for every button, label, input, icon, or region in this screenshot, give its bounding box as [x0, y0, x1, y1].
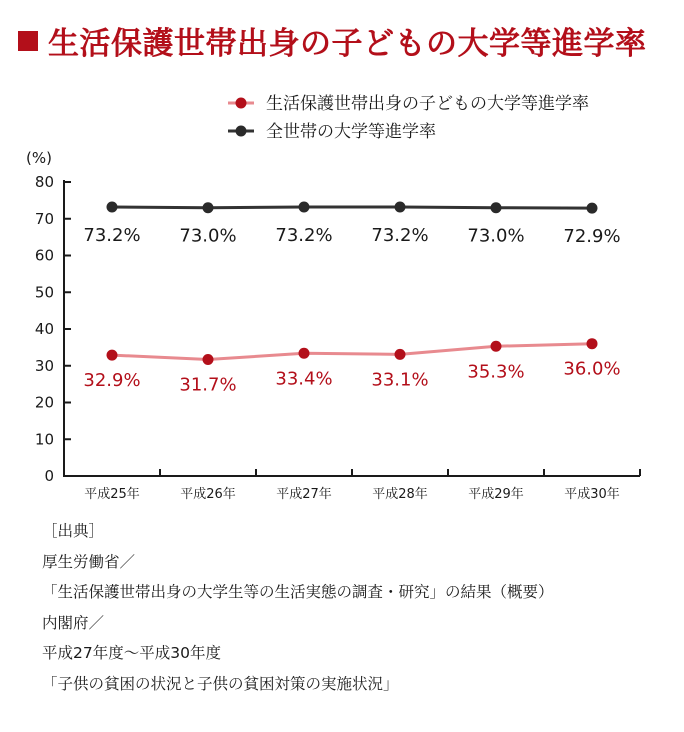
- y-tick-label-50: 50: [34, 283, 54, 302]
- series-1-point-4: [395, 349, 406, 360]
- source-section: [42, 516, 662, 699]
- series-2-data-label-5: 73.0%: [467, 225, 525, 247]
- y-tick-label-80: 80: [34, 173, 54, 191]
- series-1-data-label-3: 33.4%: [275, 368, 333, 390]
- source-line-2: 「生活保護世帯出身の大学生等の生活実態の調査・研究」の結果（概要）: [42, 583, 554, 601]
- y-tick-label-40: 40: [34, 320, 54, 338]
- series-2-data-label-4: 73.2%: [371, 224, 429, 246]
- series-2-point-4: [395, 201, 406, 212]
- series-1-point-1: [107, 350, 118, 361]
- series-1-point-3: [299, 348, 310, 359]
- series-2-point-5: [491, 202, 502, 213]
- source-line-5: 「子供の貧困の状況と子供の貧困対策の実施状況」: [42, 674, 399, 693]
- y-tick-label-70: 70: [34, 209, 54, 228]
- source-line-4: 平成27年度～平成30年度: [42, 644, 221, 662]
- legend-1-marker: [236, 98, 247, 109]
- y-tick-label-20: 20: [34, 393, 54, 412]
- series-2-data-label-2: 73.0%: [179, 225, 237, 247]
- series-1-line: [112, 344, 592, 360]
- x-axis: [63, 469, 640, 502]
- source-heading: ［出典］: [42, 522, 105, 540]
- series-1-data-label-5: 35.3%: [467, 361, 525, 383]
- x-tick-label-3: 平成27年: [276, 487, 332, 502]
- x-tick-label-1: 平成25年: [84, 487, 140, 502]
- y-tick-label-30: 30: [34, 356, 54, 375]
- series-2-line: [112, 207, 592, 208]
- series-2-point-6: [587, 203, 598, 214]
- series-1-data-label-4: 33.1%: [371, 369, 429, 391]
- series-2-point-2: [203, 202, 214, 213]
- x-tick-label-2: 平成26年: [180, 487, 236, 502]
- series-1-data-label-6: 36.0%: [563, 358, 621, 380]
- y-tick-label-10: 10: [34, 430, 54, 449]
- series-1-data-label-2: 31.7%: [179, 374, 237, 396]
- x-tick-label-5: 平成29年: [468, 487, 524, 502]
- series-2-data-label-6: 72.9%: [563, 226, 621, 248]
- series-1-data-label-1: 32.9%: [83, 370, 141, 392]
- legend-2-label: 全世帯の大学等進学率: [266, 122, 436, 142]
- source-line-3: 内閣府／: [42, 613, 105, 632]
- x-tick-label-4: 平成28年: [372, 487, 428, 502]
- y-tick-label-60: 60: [34, 246, 54, 265]
- series-1-point-5: [491, 341, 502, 352]
- y-tick-label-0: 0: [44, 467, 54, 485]
- legend: [228, 94, 589, 142]
- series-1-point-2: [203, 354, 214, 365]
- legend-1-label: 生活保護世帯出身の子どもの大学等進学率: [266, 94, 589, 114]
- series-2-point-3: [299, 201, 310, 212]
- series-2-data-label-1: 73.2%: [83, 224, 141, 246]
- series-2-data-label-3: 73.2%: [275, 224, 333, 246]
- series-1-point-6: [587, 338, 598, 349]
- source-line-1: 厚生労働省／: [42, 552, 136, 571]
- x-tick-label-6: 平成30年: [564, 487, 620, 502]
- y-axis: [26, 149, 71, 485]
- page-title: 生活保護世帯出身の子どもの大学等進学率: [48, 26, 647, 62]
- series-2-point-1: [107, 201, 118, 212]
- y-axis-unit-label: (%): [26, 149, 52, 167]
- data-labels: [83, 225, 620, 396]
- legend-2-marker: [236, 126, 247, 137]
